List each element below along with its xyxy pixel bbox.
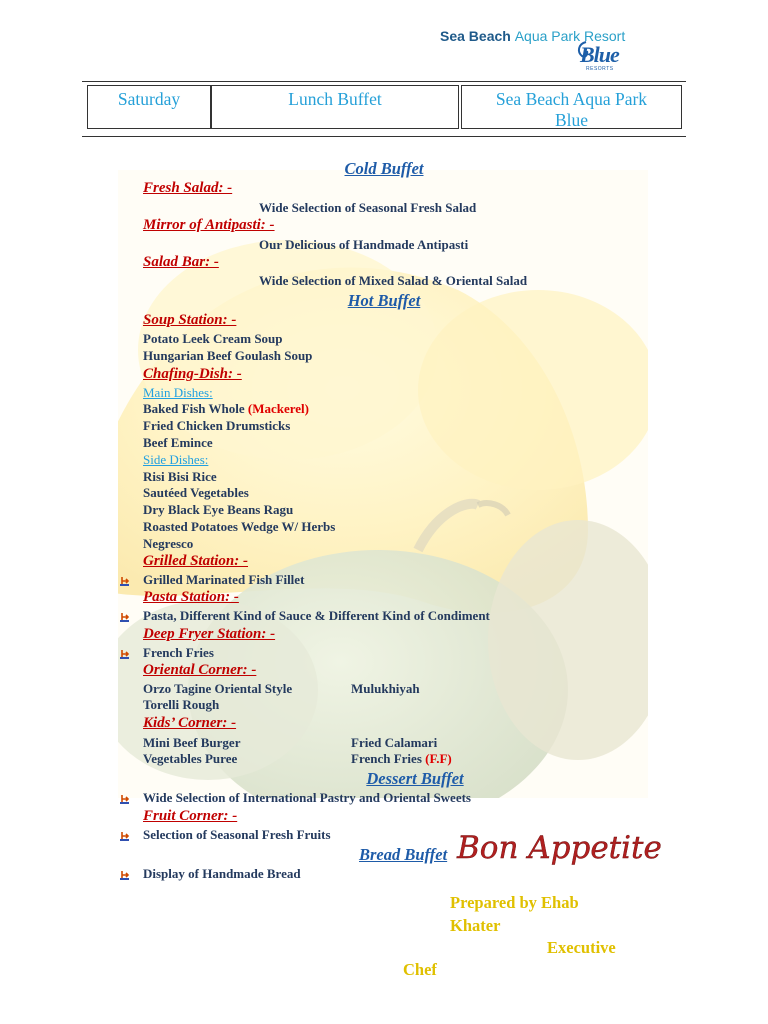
arrow-bullet-icon: [120, 831, 130, 841]
deep-fryer-label: Deep Fryer Station: -: [143, 626, 276, 642]
header-venue: [461, 85, 682, 129]
list-item: Beef Emince: [143, 435, 213, 450]
pasta-station-item: Pasta, Different Kind of Sauce & Different Kind of Condiment: [143, 608, 490, 623]
cold-buffet-title: Cold Buffet: [344, 159, 424, 178]
list-item: Sautéed Vegetables: [143, 485, 249, 500]
bon-appetite-text: Bon Appetite: [457, 830, 662, 866]
salad-bar-label: Salad Bar: -: [143, 254, 219, 270]
list-item: Roasted Potatoes Wedge W/ Herbs: [143, 519, 336, 534]
arrow-bullet-icon: [120, 870, 130, 880]
mackerel-note: (Mackerel): [247, 401, 309, 416]
french-fries-text: French Fries: [351, 751, 422, 766]
list-item: Negresco: [143, 536, 194, 551]
header-venue-line1: Sea Beach Aqua Park: [495, 89, 648, 109]
ff-note: (F.F): [425, 751, 452, 766]
fruit-corner-item: Selection of Seasonal Fresh Fruits: [143, 827, 331, 842]
grilled-station-label: Grilled Station: -: [143, 553, 249, 569]
pasta-station-label: Pasta Station: -: [143, 589, 239, 605]
list-item: [351, 751, 452, 767]
logo-text-aqua-park: Aqua Park Resort: [514, 28, 626, 44]
header-meal: [211, 85, 459, 129]
prepared-by-line4: Chef: [403, 960, 437, 979]
bread-item: Display of Handmade Bread: [143, 866, 301, 881]
header-day-text: Saturday: [117, 89, 181, 109]
fruit-corner-label: Fruit Corner: -: [143, 808, 238, 824]
soup-station-label: Soup Station: -: [143, 312, 237, 328]
prepared-by-line2: Khater: [450, 916, 501, 935]
kids-corner-label: Kids’ Corner: -: [143, 715, 237, 731]
dessert-buffet-title: Dessert Buffet: [366, 769, 464, 788]
list-item: Vegetables Puree: [143, 751, 238, 766]
list-item: Fried Chicken Drumsticks: [143, 418, 291, 433]
salad-bar-item: Wide Selection of Mixed Salad & Oriental Salad: [259, 273, 528, 288]
dessert-item: Wide Selection of International Pastry and Oriental Sweets: [143, 790, 471, 805]
list-item: Torelli Rough: [143, 697, 220, 712]
grilled-station-item: Grilled Marinated Fish Fillet: [143, 572, 305, 587]
side-dishes-label: Side Dishes:: [143, 452, 209, 467]
antipasti-item: Our Delicious of Handmade Antipasti: [259, 237, 469, 252]
logo-brand-blue: Blue: [580, 42, 619, 67]
logo-brand-sub: RESORTS: [586, 66, 614, 72]
prepared-by-line1: Prepared by Ehab: [450, 893, 579, 912]
list-item: Fried Calamari: [351, 735, 438, 750]
list-item: Potato Leek Cream Soup: [143, 331, 283, 346]
prepared-by-line3: Executive: [547, 938, 616, 957]
header-day: [87, 85, 211, 129]
list-item: Mulukhiyah: [351, 681, 420, 696]
list-item: Mini Beef Burger: [143, 735, 241, 750]
resort-logo: [440, 28, 640, 74]
fresh-salad-item: Wide Selection of Seasonal Fresh Salad: [259, 200, 477, 215]
antipasti-label: Mirror of Antipasti: -: [143, 217, 275, 233]
arrow-bullet-icon: [120, 794, 130, 804]
oriental-corner-label: Oriental Corner: -: [143, 662, 257, 678]
header-venue-line2: Blue: [554, 110, 589, 130]
fresh-salad-label: Fresh Salad: -: [143, 180, 233, 196]
menu-header-table: [82, 81, 686, 137]
bread-buffet-title: Bread Buffet: [359, 845, 448, 864]
list-item: Orzo Tagine Oriental Style: [143, 681, 293, 696]
arrow-bullet-icon: [120, 612, 130, 622]
chafing-dish-label: Chafing-Dish: -: [143, 366, 242, 382]
bon-appetite-graphic: [455, 822, 665, 872]
arrow-bullet-icon: [120, 576, 130, 586]
list-item: [143, 401, 309, 417]
list-item: Risi Bisi Rice: [143, 469, 217, 484]
main-dish-text: Baked Fish Whole: [143, 401, 245, 416]
deep-fryer-item: French Fries: [143, 645, 214, 660]
header-meal-text: Lunch Buffet: [288, 89, 382, 109]
list-item: Dry Black Eye Beans Ragu: [143, 502, 294, 517]
main-dishes-label: Main Dishes:: [143, 385, 213, 400]
logo-text-sea-beach: Sea Beach: [440, 28, 511, 44]
hot-buffet-title: Hot Buffet: [347, 291, 421, 310]
list-item: Hungarian Beef Goulash Soup: [143, 348, 313, 363]
arrow-bullet-icon: [120, 649, 130, 659]
